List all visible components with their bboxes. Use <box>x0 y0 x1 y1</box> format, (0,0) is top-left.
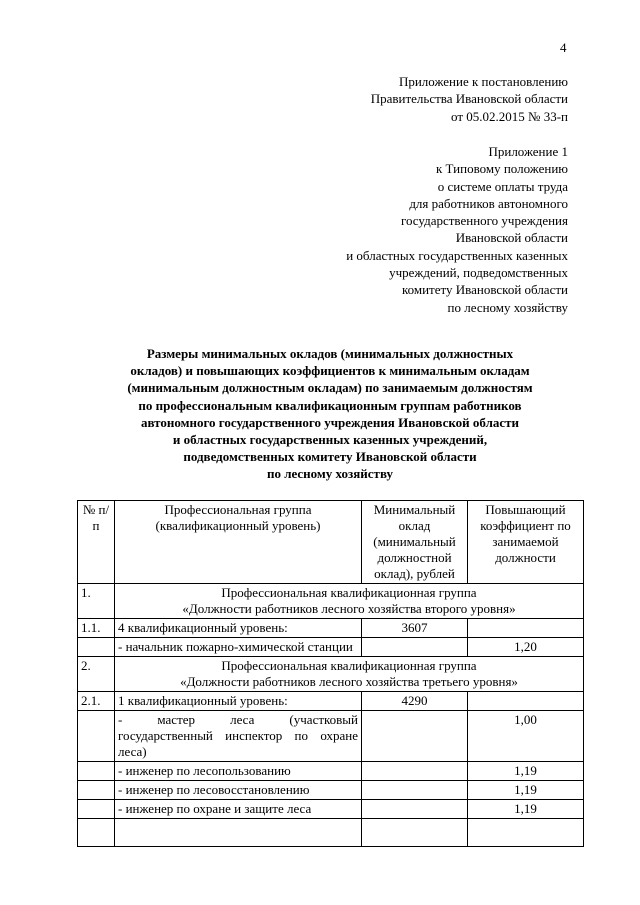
document-title <box>90 345 570 483</box>
table-header-row <box>78 501 584 584</box>
min-salary-empty <box>362 638 468 657</box>
row-number-empty <box>78 638 115 657</box>
appendix-sub-line: Приложение 1 <box>488 144 568 159</box>
title-line: по лесному хозяйству <box>266 466 394 482</box>
appendix-sub-line: по лесному хозяйству <box>447 299 568 315</box>
title-line: по профессиональным квалификационным группам работников <box>138 397 522 413</box>
header-number: № п/п <box>78 501 115 584</box>
row-number: 2. <box>78 657 115 692</box>
title-line: (минимальным должностным окладам) по занимаемым должностям <box>127 380 533 396</box>
appendix-header-sub <box>346 143 568 316</box>
table-row <box>78 657 584 692</box>
appendix-sub-line: учреждений, подведомственных <box>389 265 568 281</box>
group-title-line: «Должности работников лесного хозяйства третьего уровня» <box>180 674 518 689</box>
coefficient-empty <box>468 819 584 847</box>
appendix-sub-line: о системе оплаты труда <box>437 178 568 194</box>
title-line: и областных государственных казенных учреждений, <box>172 432 488 448</box>
row-number: 2.1. <box>78 692 115 711</box>
row-number-empty <box>78 781 115 800</box>
position-name: - мастер леса (участковый государственный инспектор по охране леса) <box>115 711 362 762</box>
row-number-empty <box>78 762 115 781</box>
table-row <box>78 619 584 638</box>
row-number-empty <box>78 711 115 762</box>
table-row <box>78 711 584 762</box>
position-name: - инженер по охране и защите леса <box>115 800 362 819</box>
qualification-level: 4 квалификационный уровень: <box>115 619 362 638</box>
coefficient-value: 1,19 <box>468 762 584 781</box>
row-number-empty <box>78 800 115 819</box>
appendix-sub-line: комитету Ивановской области <box>401 282 568 298</box>
header-coefficient: Повышающий коэффициент по занимаемой должности <box>468 501 584 584</box>
table-row <box>78 584 584 619</box>
min-salary-empty <box>362 781 468 800</box>
appendix-sub-line: к Типовому положению <box>435 161 568 177</box>
group-title-line: Профессиональная квалификационная группа <box>221 658 477 673</box>
title-line: подведомственных комитету Ивановской области <box>183 449 477 465</box>
coefficient-value: 1,00 <box>468 711 584 762</box>
coefficient-value: 1,19 <box>468 781 584 800</box>
coefficient-empty <box>468 692 584 711</box>
table-row <box>78 638 584 657</box>
group-title-line: Профессиональная квалификационная группа <box>221 585 477 600</box>
min-salary-value: 4290 <box>362 692 468 711</box>
salary-table <box>77 500 584 847</box>
appendix-sub-line: для работников автономного <box>409 195 568 211</box>
position-name: - инженер по лесовосстановлению <box>115 781 362 800</box>
min-salary-empty <box>362 819 468 847</box>
title-line: Размеры минимальных окладов (минимальных должностных <box>146 346 514 361</box>
min-salary-empty <box>362 762 468 781</box>
row-number: 1. <box>78 584 115 619</box>
appendix-main-line: от 05.02.2015 № 33-п <box>451 108 568 124</box>
appendix-sub-line: государственного учреждения <box>400 213 568 229</box>
position-name: - начальник пожарно-химической станции <box>115 638 362 657</box>
appendix-main-line: Правительства Ивановской области <box>370 91 568 107</box>
position-name: - инженер по лесопользованию <box>115 762 362 781</box>
appendix-header-main <box>371 73 568 125</box>
coefficient-empty <box>468 619 584 638</box>
header-group: Профессиональная группа (квалификационный уровень) <box>115 501 362 584</box>
group-title <box>115 584 584 619</box>
qualification-level: 1 квалификационный уровень: <box>115 692 362 711</box>
row-number: 1.1. <box>78 619 115 638</box>
appendix-main-line: Приложение к постановлению <box>398 74 568 89</box>
appendix-sub-line: и областных государственных казенных <box>346 247 568 263</box>
coefficient-value: 1,19 <box>468 800 584 819</box>
header-min-salary: Минимальный оклад (минимальный должностной оклад), рублей <box>362 501 468 584</box>
table-row <box>78 781 584 800</box>
title-line: окладов) и повышающих коэффициентов к минимальным окладам <box>130 363 530 379</box>
position-name-empty <box>115 819 362 847</box>
appendix-sub-line: Ивановской области <box>455 230 568 246</box>
min-salary-empty <box>362 711 468 762</box>
table-row <box>78 800 584 819</box>
row-number-empty <box>78 819 115 847</box>
table-row <box>78 819 584 847</box>
group-title-line: «Должности работников лесного хозяйства второго уровня» <box>182 601 516 616</box>
min-salary-value: 3607 <box>362 619 468 638</box>
min-salary-empty <box>362 800 468 819</box>
table-row <box>78 762 584 781</box>
page-number: 4 <box>560 40 567 55</box>
table-row <box>78 692 584 711</box>
title-line: автономного государственного учреждения Ивановской области <box>140 414 520 430</box>
coefficient-value: 1,20 <box>468 638 584 657</box>
group-title <box>115 657 584 692</box>
